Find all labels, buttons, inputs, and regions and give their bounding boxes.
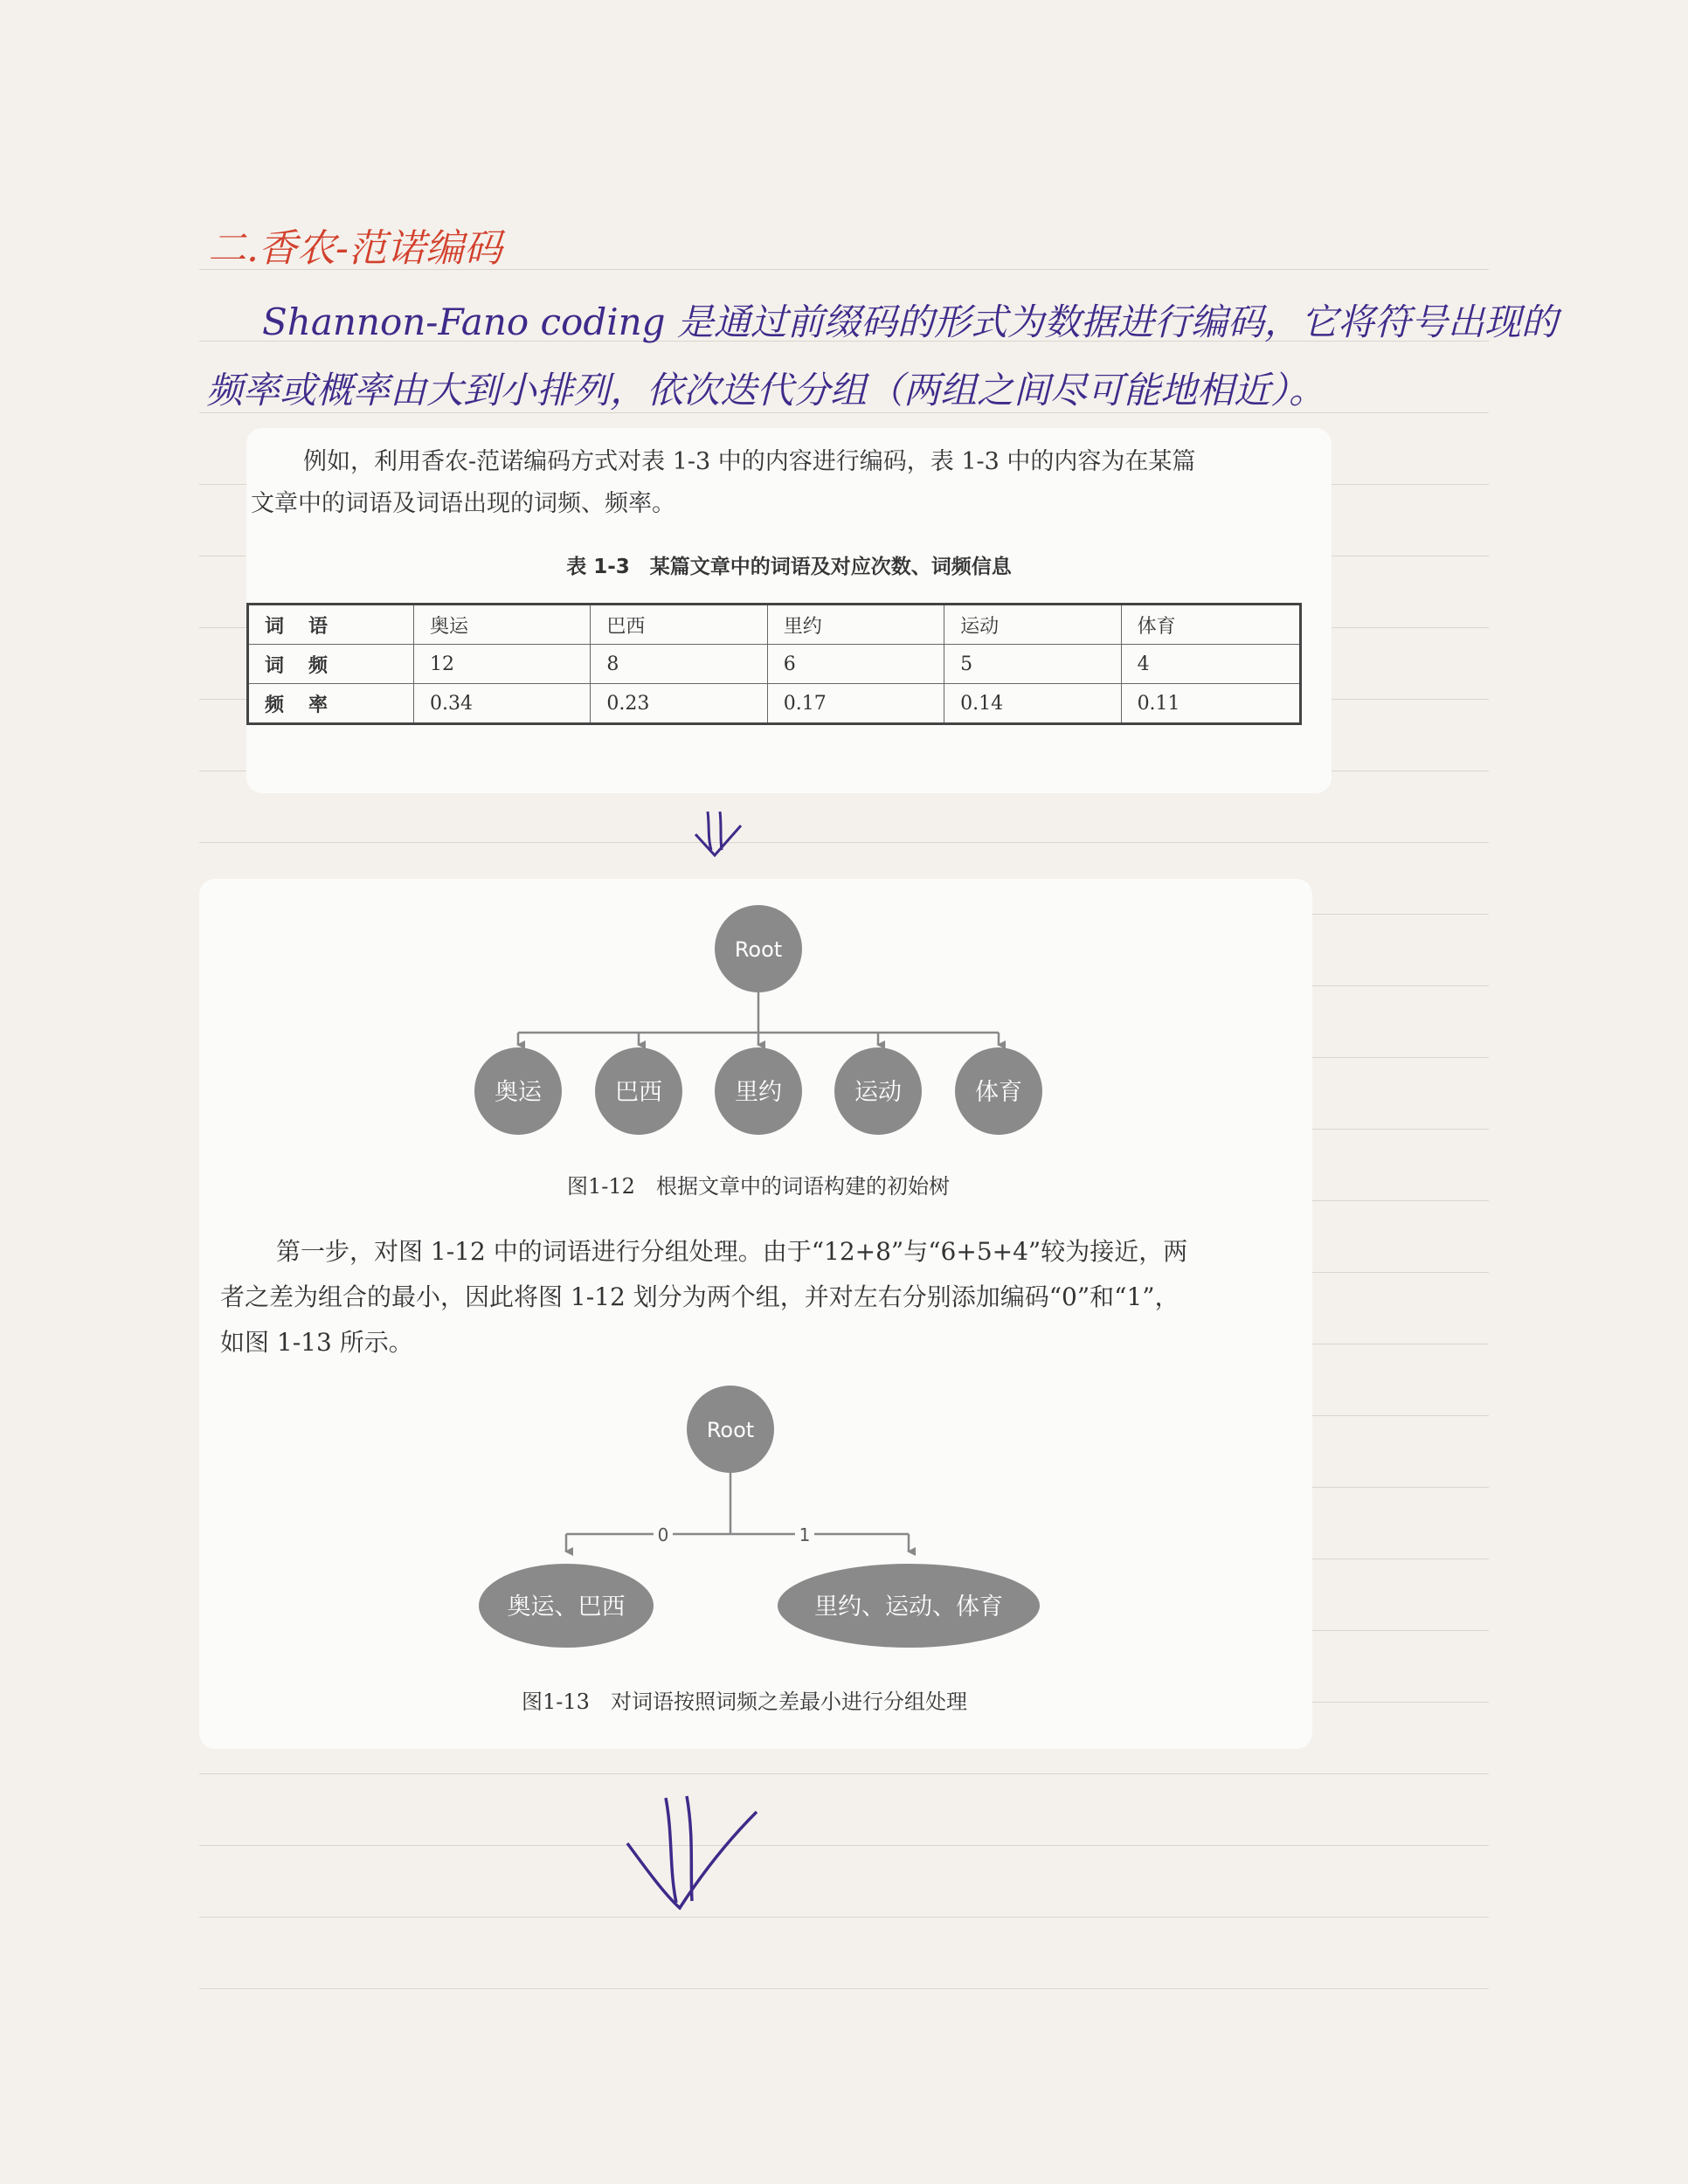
- table-cell: 12: [414, 645, 591, 684]
- table-cell: 0.11: [1121, 684, 1300, 724]
- table-cell: 0.14: [944, 684, 1121, 724]
- word-frequency-table: [246, 603, 1302, 725]
- table-cell: 巴西: [591, 605, 767, 645]
- table-cell: 里约: [767, 605, 944, 645]
- clip2-paragraph-line-3: 如图 1-13 所示。: [220, 1328, 413, 1357]
- row-header: 频率: [248, 684, 414, 724]
- note-heading: 二.香农-范诺编码: [208, 226, 502, 271]
- leaf-label: 体育: [975, 1079, 1022, 1106]
- down-arrow-icon: [690, 808, 751, 860]
- figure-1-13-caption: 图1-13 对词语按照词频之差最小进行分组处理: [522, 1690, 967, 1714]
- figure-1-13: [479, 1386, 1040, 1714]
- table-row: [248, 605, 1301, 645]
- table-row: [248, 684, 1301, 724]
- edge-label-1: 1: [799, 1524, 811, 1545]
- figure-1-12-caption: 图1-12 根据文章中的词语构建的初始树: [567, 1174, 950, 1199]
- root-label: Root: [734, 937, 783, 962]
- note-line-2: 频率或概率由大到小排列，依次迭代分组（两组之间尽可能地相近）。: [206, 369, 1326, 411]
- tree-figures: [199, 879, 1312, 1749]
- rule-line: [199, 1773, 1489, 1774]
- table-cell: 6: [767, 645, 944, 684]
- table-row: [248, 645, 1301, 684]
- group-label-left: 奥运、巴西: [507, 1593, 626, 1621]
- table-cell: 0.17: [767, 684, 944, 724]
- table-cell: 0.23: [591, 684, 767, 724]
- rule-line: [199, 1845, 1489, 1846]
- row-header: 词语: [248, 605, 414, 645]
- clip1-paragraph-line-1: 例如，利用香农-范诺编码方式对表 1-3 中的内容进行编码，表 1-3 中的内容为在某篇: [303, 448, 1196, 475]
- table-cell: 体育: [1121, 605, 1300, 645]
- leaf-label: 奥运: [495, 1079, 542, 1106]
- root-label: Root: [706, 1418, 755, 1442]
- leaf-label: 里约: [735, 1079, 782, 1106]
- clip2-paragraph-line-2: 者之差为组合的最小，因此将图 1-12 划分为两个组，并对左右分别添加编码“0”和“1”，: [220, 1282, 1180, 1311]
- table-caption: 表 1-3 某篇文章中的词语及对应次数、词频信息: [566, 556, 1012, 578]
- figure-1-12: [474, 905, 1042, 1199]
- clip2-paragraph-line-1: 第一步，对图 1-12 中的词语进行分组处理。由于“12+8”与“6+5+4”较为接近，两: [276, 1237, 1188, 1266]
- down-arrow-icon: [620, 1791, 769, 1922]
- table-cell: 5: [944, 645, 1121, 684]
- note-line-1: Shannon-Fano coding 是通过前缀码的形式为数据进行编码，它将符号出现的: [262, 301, 1558, 343]
- table-cell: 奥运: [414, 605, 591, 645]
- table-cell: 4: [1121, 645, 1300, 684]
- textbook-clip-table: [246, 428, 1332, 793]
- rule-line: [199, 1917, 1489, 1918]
- group-label-right: 里约、运动、体育: [814, 1593, 1003, 1621]
- edge-label-0: 0: [657, 1524, 669, 1545]
- rule-line: [199, 842, 1489, 843]
- row-header: 词频: [248, 645, 414, 684]
- table-cell: 8: [591, 645, 767, 684]
- clip1-paragraph-line-2: 文章中的词语及词语出现的词频、频率。: [251, 490, 675, 517]
- textbook-clip-trees: [199, 879, 1312, 1749]
- table-cell: 0.34: [414, 684, 591, 724]
- table-cell: 运动: [944, 605, 1121, 645]
- rule-line: [199, 1988, 1489, 1989]
- leaf-label: 运动: [854, 1079, 902, 1106]
- leaf-label: 巴西: [615, 1079, 662, 1106]
